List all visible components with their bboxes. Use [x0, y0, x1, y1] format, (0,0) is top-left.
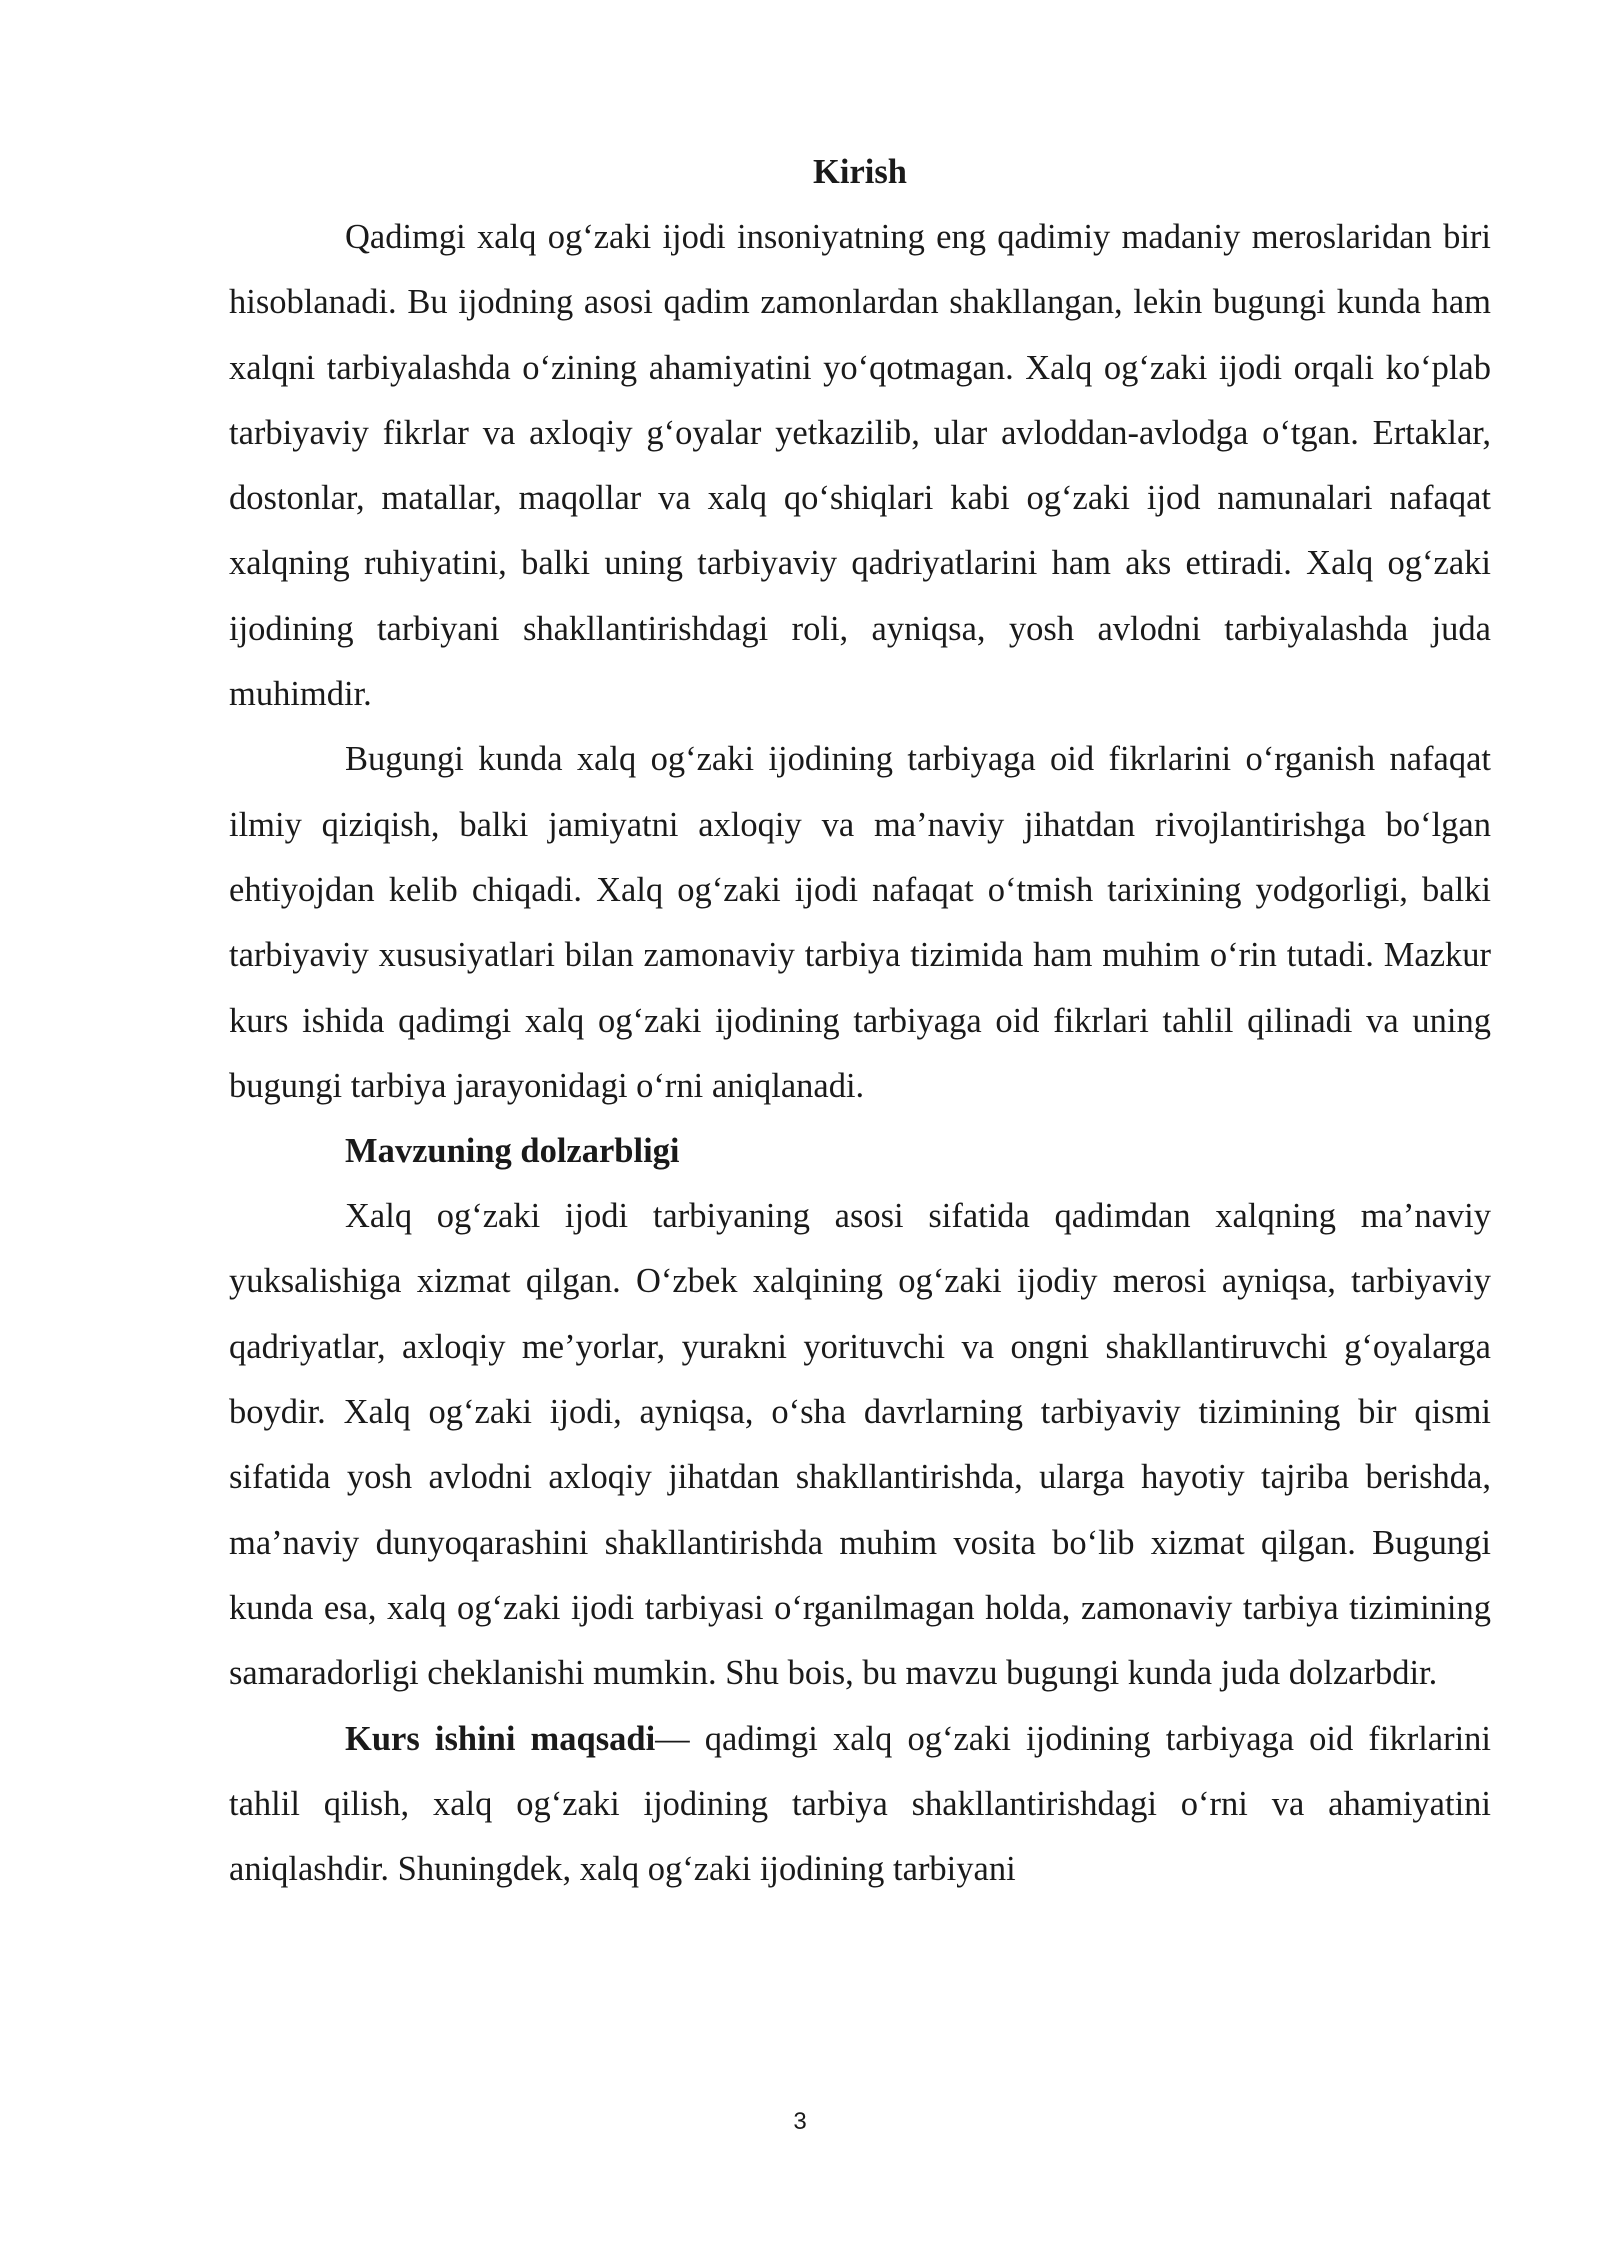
- goal-text: — qadimgi xalq og‘zaki ijodining tarbiyaga oid fikrlarini tahlil qilish, xalq og‘zaki ijodining tarbiya shakllantirishdagi o‘rni va ahamiyatini aniqlashdir. Shuningdek, xalq og‘zaki ijodining tarbiyani: [229, 1719, 1491, 1889]
- document-page: [229, 140, 1491, 1902]
- intro-paragraph-2: Bugungi kunda xalq og‘zaki ijodining tarbiyaga oid fikrlarini o‘rganish nafaqat ilmiy qiziqish, balki jamiyatni axloqiy va ma’naviy jihatdan rivojlantirishga bo‘lgan ehtiyojdan kelib chiqadi. Xalq og‘zaki ijodi nafaqat o‘tmish tarixining yodgorligi, balki tarbiyaviy xususiyatlari bilan zamonaviy tarbiya tizimida ham muhim o‘rin tutadi. Mazkur kurs ishida qadimgi xalq og‘zaki ijodining tarbiyaga oid fikrlari tahlil qilinadi va uning bugungi tarbiya jarayonidagi o‘rni aniqlanadi.: [229, 740, 1491, 1105]
- intro-paragraph-1: Qadimgi xalq og‘zaki ijodi insoniyatning eng qadimiy madaniy meroslaridan biri hisoblanadi. Bu ijodning asosi qadim zamonlardan shakllangan, lekin bugungi kunda ham xalqni tarbiyalashda o‘zining ahamiyatini yo‘qotmagan. Xalq og‘zaki ijodi orqali ko‘plab tarbiyaviy fikrlar va axloqiy g‘oyalar yetkazilib, ular avloddan-avlodga o‘tgan. Ertaklar, dostonlar, matallar, maqollar va xalq qo‘shiqlari kabi og‘zaki ijod namunalari nafaqat xalqning ruhiyatini, balki uning tarbiyaviy qadriyatlarini ham aks ettiradi. Xalq og‘zaki ijodining tarbiyani shakllantirishdagi roli, ayniqsa, yosh avlodni tarbiyalashda juda muhimdir.: [229, 218, 1491, 714]
- relevance-heading: Mavzuning dolzarbligi: [345, 1132, 680, 1171]
- relevance-paragraph: Xalq og‘zaki ijodi tarbiyaning asosi sifatida qadimdan xalqning ma’naviy yuksalishiga xizmat qilgan. O‘zbek xalqining og‘zaki ijodiy merosi ayniqsa, tarbiyaviy qadriyatlar, axloqiy me’yorlar, yurakni yorituvchi va ongni shakllantiruvchi g‘oyalarga boydir. Xalq og‘zaki ijodi, ayniqsa, o‘sha davrlarning tarbiyaviy tizimining bir qismi sifatida yosh avlodni axloqiy jihatdan shakllantirishda, ularga hayotiy tajriba berishda, ma’naviy dunyoqarashini shakllantirishda muhim vosita bo‘lib xizmat qilgan. Bugungi kunda esa, xalq og‘zaki ijodi tarbiyasi o‘rganilmagan holda, zamonaviy tarbiya tizimining samaradorligi cheklanishi mumkin. Shu bois, bu mavzu bugungi kunda juda dolzarbdir.: [229, 1197, 1491, 1693]
- page-number: 3: [793, 2108, 807, 2135]
- goal-paragraph: [229, 1707, 1491, 1903]
- section-title: Kirish: [813, 153, 907, 191]
- goal-label: Kurs ishini maqsadi: [345, 1719, 656, 1758]
